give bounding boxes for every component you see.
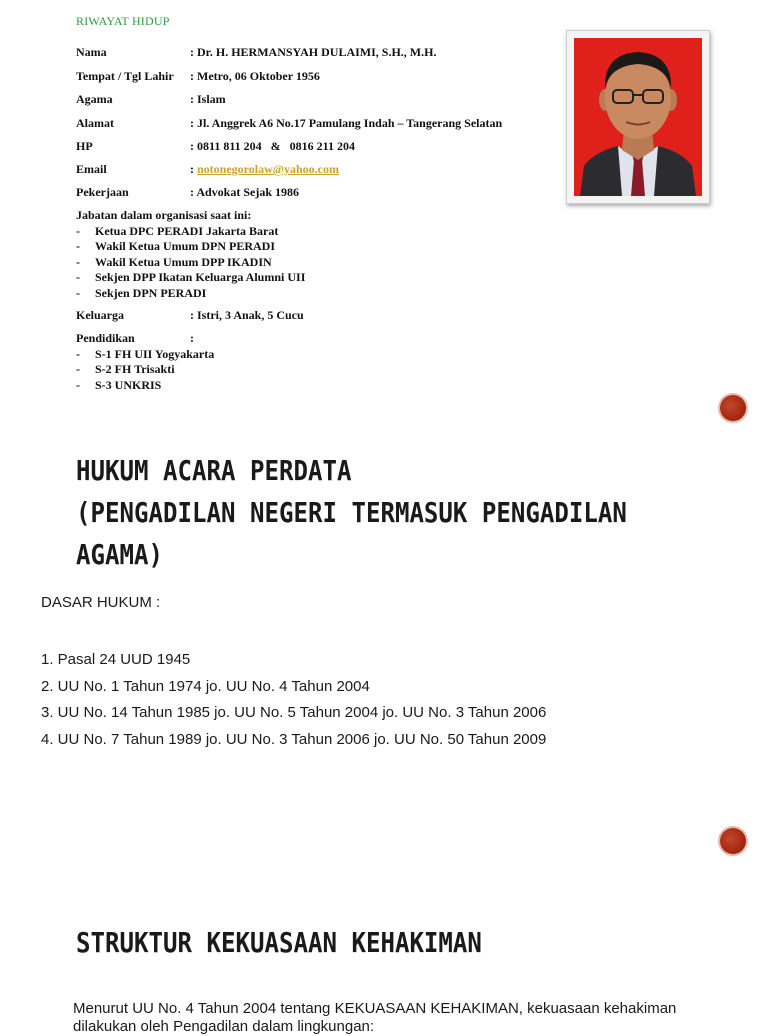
dasar-hukum-label: DASAR HUKUM : — [41, 594, 161, 611]
cv-label: Pendidikan — [76, 331, 135, 345]
hukum-title — [76, 450, 627, 576]
title-line: HUKUM ACARA PERDATA — [76, 454, 352, 487]
title-line: AGAMA) — [76, 538, 163, 571]
struktur-title — [76, 922, 482, 964]
cv-label: Tempat / Tgl Lahir — [76, 69, 174, 83]
email-link[interactable]: notonegorolaw@yahoo.com — [197, 162, 339, 176]
cv-label: Email — [76, 162, 107, 176]
jabatan-list — [76, 208, 305, 301]
struktur-slide — [0, 800, 768, 1035]
list-item: - S-3 UNKRIS — [76, 378, 214, 394]
cv-slide — [0, 0, 768, 400]
pendidikan-list — [76, 331, 214, 393]
cv-value: : Jl. Anggrek A6 No.17 Pamulang Indah – Tangerang Selatan — [190, 116, 503, 130]
cv-label: Agama — [76, 92, 113, 106]
cv-value: : Islam — [190, 92, 226, 106]
hukum-slide — [0, 400, 768, 800]
title-line: (PENGADILAN NEGERI TERMASUK PENGADILAN — [76, 496, 627, 529]
jabatan-title: Jabatan dalam organisasi saat ini: — [76, 208, 252, 222]
list-item: - Ketua DPC PERADI Jakarta Barat — [76, 224, 305, 240]
cv-value: : Advokat Sejak 1986 — [190, 185, 300, 199]
cv-label: HP — [76, 139, 93, 153]
cv-label: Nama — [76, 45, 107, 59]
cv-label: Pekerjaan — [76, 185, 129, 199]
cv-value: : 0811 811 204 & 0816 211 204 — [190, 139, 356, 153]
law-item: 2. UU No. 1 Tahun 1974 jo. UU No. 4 Tahun 2004 — [41, 677, 370, 695]
cv-heading: RIWAYAT HIDUP — [76, 14, 170, 28]
list-item: - S-1 FH UII Yogyakarta — [76, 347, 214, 363]
email-prefix: : — [190, 162, 197, 176]
portrait-image — [574, 38, 702, 196]
law-item: 3. UU No. 14 Tahun 1985 jo. UU No. 5 Tahun 2004 jo. UU No. 3 Tahun 2006 — [41, 704, 547, 721]
pendidikan-header — [76, 331, 214, 347]
struktur-text: Menurut UU No. 4 Tahun 2004 tentang KEKUASAAN KEHAKIMAN, kekuasaan kehakiman dilakukan oleh Pengadilan dalam lingkungan: — [73, 1000, 677, 1035]
cv-value — [190, 162, 339, 177]
cv-value: : — [190, 331, 194, 345]
law-item: 4. UU No. 7 Tahun 1989 jo. UU No. 3 Tahun 2006 jo. UU No. 50 Tahun 2009 — [41, 730, 547, 748]
list-item: - Sekjen DPN PERADI — [76, 286, 305, 302]
cv-label: Keluarga — [76, 308, 124, 322]
profile-photo — [566, 30, 710, 204]
list-item: - Wakil Ketua Umum DPP IKADIN — [76, 255, 305, 271]
cv-value: : Metro, 06 Oktober 1956 — [190, 69, 320, 83]
cv-value: : Dr. H. HERMANSYAH DULAIMI, S.H., M.H. — [190, 45, 437, 59]
law-item: 1. Pasal 24 UUD 1945 — [41, 651, 191, 668]
list-item: - Sekjen DPP Ikatan Keluarga Alumni UII — [76, 270, 305, 286]
list-item: - Wakil Ketua Umum DPN PERADI — [76, 239, 305, 255]
title-line: STRUKTUR KEKUASAAN KEHAKIMAN — [76, 926, 482, 959]
cv-label: Alamat — [76, 116, 114, 130]
law-list — [41, 647, 546, 753]
list-item: - S-2 FH Trisakti — [76, 362, 214, 378]
cv-value: : Istri, 3 Anak, 5 Cucu — [190, 308, 304, 322]
